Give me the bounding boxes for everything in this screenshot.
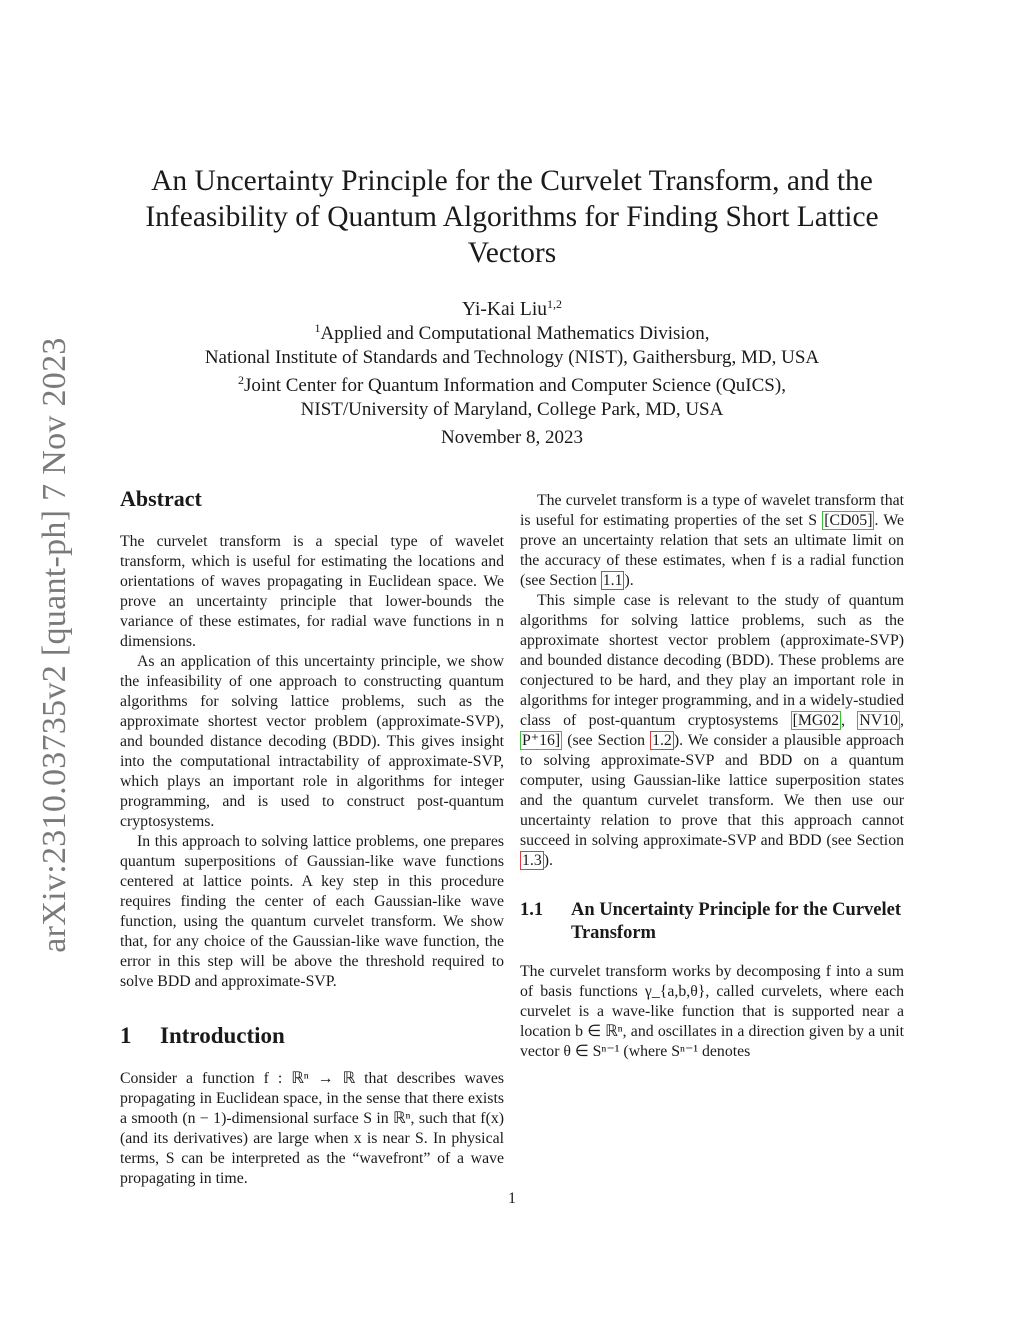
- subsection-heading: [520, 899, 904, 945]
- section-ref-link[interactable]: 1.2: [652, 732, 672, 749]
- subsection-paragraph: The curvelet transform works by decomposing f into a sum of basis functions γ_{a,b,θ}, called curvelets, where each curvelet is a wave-like function that is supported near a location b ∈ ℝⁿ, and oscillates in a direction given by a unit vector θ ∈ Sⁿ⁻¹ (where Sⁿ⁻¹ denotes: [520, 963, 904, 1060]
- abstract-paragraph: As an application of this uncertainty principle, we show the infeasibility of one approach to constructing quantum algorithms for solving lattice problems, such as the approximate shortest vector problem (approximate-SVP), and bounded distance decoding (BDD). This gives insight into the computational intractability of approximate-SVP, which plays an important role in algorithms for integer programming, and is used to construct post-quantum cryptosystems.: [120, 653, 504, 830]
- paper-title: [120, 163, 904, 271]
- title-line-1: An Uncertainty Principle for the Curvelet Transform, and the: [151, 165, 873, 197]
- left-column: [120, 485, 504, 1189]
- title-line-2: Infeasibility of Quantum Algorithms for Finding Short Lattice: [145, 201, 879, 233]
- arxiv-identifier: arXiv:2310.03735v2 [quant-ph] 7 Nov 2023: [36, 337, 73, 953]
- citation-link[interactable]: NV10: [859, 712, 899, 729]
- subsection-number: 1.1: [520, 900, 544, 920]
- intro-paragraph: Consider a function f : ℝⁿ → ℝ that describes waves propagating in Euclidean space, in the sense that there exists a smooth (n − 1)-dimensional surface S in ℝⁿ, such that f(x) (and its derivatives) are large when x is near S. In physical terms, S can be interpreted as the “wavefront” of a wave propagating in time.: [120, 1070, 504, 1187]
- page-number: 1: [508, 1190, 516, 1207]
- citation-link[interactable]: P⁺16]: [522, 732, 561, 749]
- author-affil-marks: 1,2: [547, 297, 563, 311]
- author-name: Yi-Kai Liu: [461, 299, 548, 320]
- section-ref-link[interactable]: 1.3: [522, 852, 542, 869]
- abstract-paragraph: The curvelet transform is a special type of wavelet transform, which is useful for estimating the locations and orientations of waves propagating in Euclidean space. We prove an uncertainty principle that lower-bounds the variance of these estimates, for radial wave functions in n dimensions.: [120, 533, 504, 650]
- intro-paragraph: This simple case is relevant to the study of quantum algorithms for solving lattice problems, such as the approximate shortest vector problem (approximate-SVP) and bounded distance decoding (BDD). These problems are conjectured to be hard, and they play an important role in algorithms for integer programming, and in a widely-studied class of post-quantum cryptosystems [MG02 , NV10 , P⁺16] (see Section 1.2 ). We consider a plausible approach to solving approximate-SVP and BDD on a quantum computer, using Gaussian-like lattice superposition states and the quantum curvelet transform. We then use our uncertainty relation to prove that this approach cannot succeed in solving approximate-SVP and BDD (see Section 1.3 ).: [520, 592, 904, 869]
- arxiv-identifier-stamp: [30, 337, 80, 953]
- right-column: [520, 491, 904, 1062]
- affiliation-line: $^2$Joint Center for Quantum Information and Computer Science (QuICS),: [238, 373, 786, 397]
- affiliations: [120, 317, 904, 421]
- affiliation-line: $^1$Applied and Computational Mathematics Division,: [314, 321, 710, 344]
- citation-link[interactable]: [MG02: [792, 712, 840, 729]
- title-line-3: Vectors: [467, 237, 557, 269]
- section-number: 1: [120, 1023, 132, 1048]
- paper-date: November 8, 2023: [441, 427, 583, 448]
- subsection-title: An Uncertainty Principle for the Curvelet Transform: [571, 900, 902, 943]
- section-ref-link[interactable]: 1.1: [602, 572, 623, 589]
- intro-paragraph: The curvelet transform is a type of wavelet transform that is useful for estimating properties of the set S [CD05] . We prove an uncertainty relation that sets an ultimate limit on the accuracy of these estimates, when f is a radial function (see Section 1.1 ).: [520, 492, 904, 589]
- affiliation-line: NIST/University of Maryland, College Park, MD, USA: [300, 398, 724, 420]
- abstract-heading: Abstract: [120, 486, 202, 511]
- intro-heading: [120, 1022, 504, 1050]
- section-title: Introduction: [160, 1023, 285, 1048]
- citation-link[interactable]: [CD05]: [824, 512, 873, 529]
- affiliation-line: National Institute of Standards and Technology (NIST), Gaithersburg, MD, USA: [204, 346, 820, 368]
- abstract-paragraph: In this approach to solving lattice problems, one prepares quantum superpositions of Gaussian-like wave functions centered at lattice points. A key step in this procedure requires finding the center of each Gaussian-like wave function, using the quantum curvelet transform. We show that, for any choice of the Gaussian-like wave function, the error in this step will be above the threshold required to solve BDD and approximate-SVP.: [120, 833, 504, 990]
